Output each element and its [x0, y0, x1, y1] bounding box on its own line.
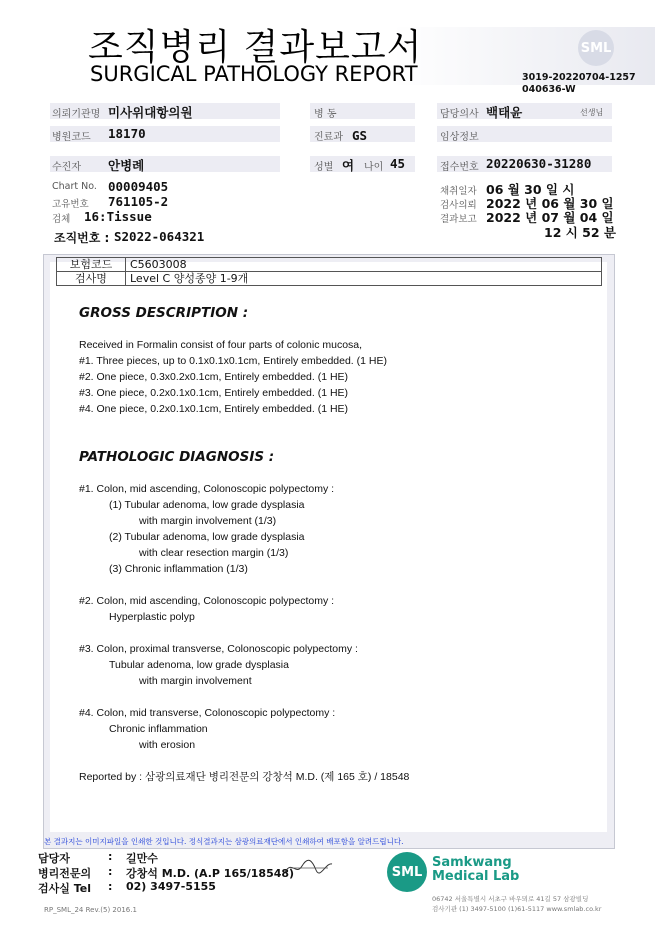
test-code-table — [56, 257, 602, 286]
lab-name-line1: Samkwang — [432, 855, 512, 870]
test-name-label: 검사명 — [57, 272, 126, 286]
report-title-english: SURGICAL PATHOLOGY REPORT — [90, 62, 418, 86]
gross-line: #1. Three pieces, up to 0.1x0.1x0.1cm, Entirely embedded. (1 HE) — [79, 355, 387, 367]
manager-colon: : — [108, 850, 113, 863]
document-id-line1: 3019-20220704-1257 — [522, 72, 636, 83]
doctor-suffix: 선생님 — [580, 108, 604, 117]
sml-logo: SML — [578, 30, 614, 66]
insurance-code-label: 보험코드 — [57, 258, 126, 272]
gross-description-text — [79, 337, 387, 417]
gross-line: #2. One piece, 0.3x0.2x0.1cm, Entirely embedded. (1 HE) — [79, 371, 349, 383]
lab-address-line1: 06742 서울특별시 서초구 바우뫼로 41길 57 삼광빌딩 — [432, 895, 589, 903]
receipt-value: 20220630-31280 — [486, 156, 592, 171]
tissue-number-label: 조직번호 : — [54, 231, 110, 245]
manager-value: 길만수 — [126, 852, 158, 865]
insurance-code-value: C5603008 — [126, 258, 602, 272]
institution-label: 의뢰기관명 — [52, 109, 101, 120]
diagnosis-1-item-detail: with margin involvement (1/3) — [139, 515, 277, 527]
gross-line: #3. One piece, 0.2x0.1x0.1cm, Entirely embedded. (1 HE) — [79, 387, 349, 399]
diagnosis-3-item: Tubular adenoma, low grade dysplasia — [109, 659, 289, 671]
pathologist-label: 병리전문의 — [38, 867, 92, 880]
diagnosis-3-item-detail: with margin involvement — [139, 675, 252, 687]
diagnosis-3-heading: #3. Colon, proximal transverse, Colonoscopic polypectomy : — [79, 643, 358, 655]
reported-by: Reported by : 삼광의료재단 병리전문의 강창석 M.D. (제 165 호) / 18548 — [79, 771, 410, 783]
patient-field-bg — [50, 156, 280, 172]
sex-label: 성별 — [314, 162, 334, 173]
diagnosis-1-item: (2) Tubular adenoma, low grade dysplasia — [109, 531, 305, 543]
doctor-value: 백태윤 — [486, 105, 523, 120]
report-title-korean: 조직병리 결과보고서 — [88, 27, 423, 68]
request-date-label: 검사의뢰 — [440, 200, 477, 211]
unique-no-value: 761105-2 — [108, 194, 169, 209]
diagnosis-4-item-detail: with erosion — [139, 739, 196, 751]
lab-name-line2: Medical Lab — [432, 869, 520, 884]
patient-label: 수진자 — [52, 162, 81, 173]
test-name-value: Level C 양성종양 1-9개 — [126, 272, 602, 286]
diagnosis-1-item-detail: with clear resection margin (1/3) — [139, 547, 289, 559]
diagnosis-1-item: (1) Tubular adenoma, low grade dysplasia — [109, 499, 305, 511]
age-label: 나이 — [364, 162, 384, 173]
diagnosis-2-item: Hyperplastic polyp — [109, 611, 195, 623]
request-date-value: 2022 년 06 월 30 일 — [486, 196, 614, 211]
diagnosis-1-heading: #1. Colon, mid ascending, Colonoscopic polypectomy : — [79, 483, 335, 495]
print-notice: 본 결과지는 이미지파일을 인쇄한 것입니다. 정식결과지는 삼광의료재단에서 인쇄하여 배포함을 알려드립니다. — [44, 837, 404, 846]
unique-no-label: 고유번호 — [52, 199, 89, 210]
ward-label: 병 동 — [314, 109, 337, 120]
lab-name — [432, 856, 519, 884]
gross-line: Received in Formalin consist of four parts of colonic mucosa, — [79, 339, 363, 351]
lab-tel-value: 02) 3497-5155 — [126, 880, 216, 893]
pathologic-diagnosis-heading: PATHOLOGIC DIAGNOSIS : — [79, 449, 275, 465]
age-value: 45 — [390, 156, 406, 171]
signature-image — [282, 856, 334, 878]
diagnosis-2-heading: #2. Colon, mid ascending, Colonoscopic polypectomy : — [79, 595, 335, 607]
doctor-label: 담당의사 — [440, 109, 479, 120]
report-date-value: 2022 년 07 월 04 일 — [486, 210, 614, 225]
lab-address-line2: 검사기관 (1) 3497-5100 (1)61-5117 www.smlab.co.kr — [432, 905, 602, 913]
pathologist-colon: : — [108, 865, 113, 878]
table-row — [57, 258, 602, 272]
gross-description-heading: GROSS DESCRIPTION : — [79, 305, 249, 321]
pathologist-value: 강창석 M.D. (A.P 165/18548) — [126, 867, 295, 880]
manager-label: 담당자 — [38, 852, 70, 865]
hospital-code-label: 병원코드 — [52, 132, 91, 143]
lab-address — [432, 894, 601, 914]
receipt-label: 접수번호 — [440, 162, 479, 173]
institution-value: 미사위대항의원 — [108, 105, 193, 120]
dept-value: GS — [352, 128, 368, 143]
specimen-value: 16:Tissue — [84, 209, 152, 224]
diagnosis-4-item: Chronic inflammation — [109, 723, 208, 735]
report-date-label: 결과보고 — [440, 214, 477, 225]
diagnosis-1-item: (3) Chronic inflammation (1/3) — [109, 563, 248, 575]
specimen-label: 검체 — [52, 214, 71, 225]
collect-date-label: 채취일자 — [440, 186, 477, 197]
tissue-number-value: S2022-064321 — [114, 229, 205, 244]
chart-label: Chart No. — [52, 181, 97, 192]
sex-value: 여 — [342, 158, 355, 173]
document-id-line2: 040636-W — [522, 84, 576, 95]
lab-tel-label: 검사실 Tel — [38, 882, 91, 895]
report-time-value: 12 시 52 분 — [544, 225, 616, 240]
document-id — [522, 72, 636, 96]
diagnosis-text — [79, 481, 599, 785]
collect-date-value: 06 월 30 일 시 — [486, 182, 575, 197]
form-number: RP_SML_24 Rev.(5) 2016.1 — [44, 906, 137, 914]
dept-label: 진료과 — [314, 132, 343, 143]
samkwang-logo: SML — [387, 852, 427, 892]
clinical-info-label: 임상정보 — [440, 132, 479, 143]
patient-value: 안병례 — [108, 158, 145, 173]
table-row — [57, 272, 602, 286]
chart-value: 00009405 — [108, 179, 169, 194]
lab-tel-colon: : — [108, 880, 113, 893]
hospital-code-value: 18170 — [108, 126, 146, 141]
gross-line: #4. One piece, 0.2x0.1x0.1cm, Entirely embedded. (1 HE) — [79, 403, 349, 415]
diagnosis-4-heading: #4. Colon, mid transverse, Colonoscopic polypectomy : — [79, 707, 336, 719]
